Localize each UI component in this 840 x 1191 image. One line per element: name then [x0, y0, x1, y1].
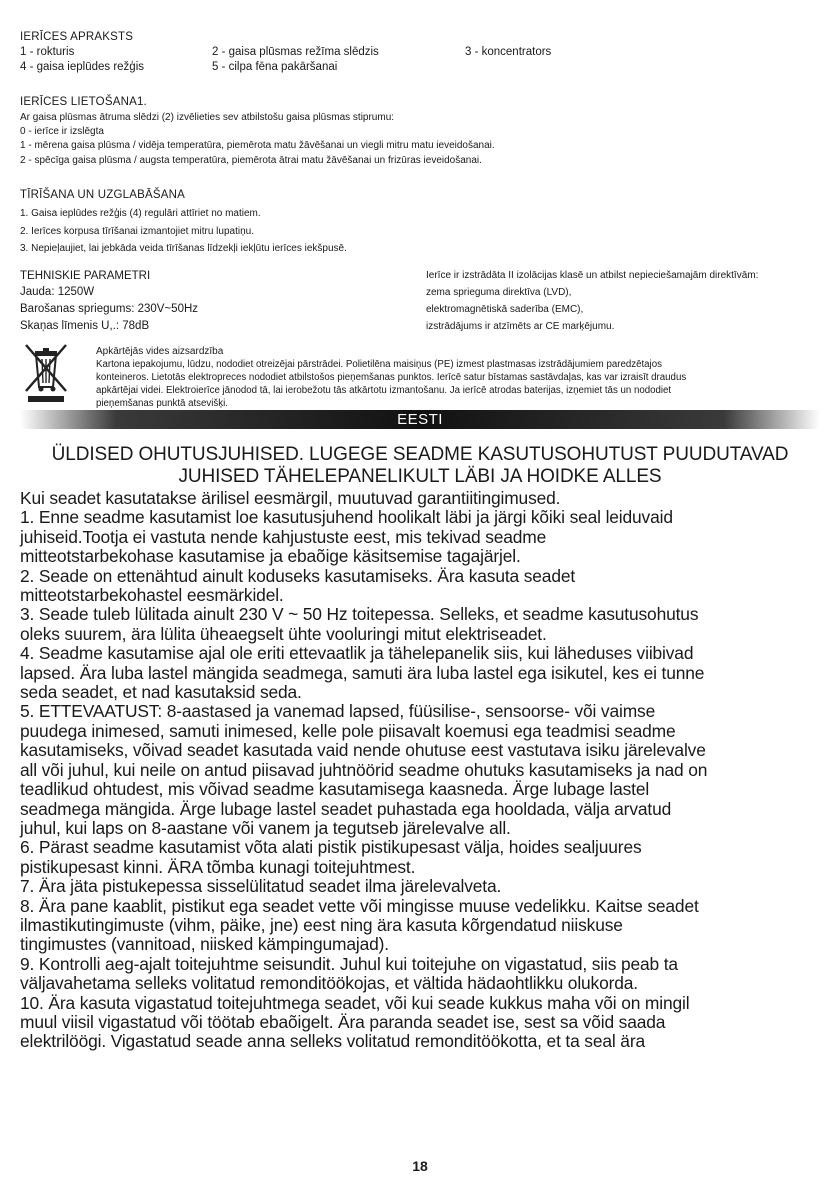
safety-line: ilmastikutingimuste (vihm, päike, jne) eest ning ära kasuta kõrgendatud niiskuse: [20, 914, 623, 935]
safety-line: tingimustes (vannitoad, niisked kämpingumajad).: [20, 934, 389, 955]
environment-line: apkārtējai videi. Elektroierīce jānodod tā, lai ierobežotu tās atkārtotu izmantošanu. Ja ierīcē atrodas baterijas, izņemiet tās un nododiet: [96, 385, 672, 396]
safety-line: 8. Ära pane kaablit, pistikut ega seadet vette või mingisse muuse vedelikku. Kaitse seadet: [20, 895, 699, 916]
usage-line: 0 - ierīce ir izslēgta: [20, 126, 104, 137]
cleaning-line: 1. Gaisa ieplūdes režģis (4) regulāri attīriet no matiem.: [20, 208, 261, 219]
safety-line: oleks suurem, ära lülita üheaegselt ühte vooluringi mitut elektriseadet.: [20, 623, 547, 644]
safety-line: 7. Ära jäta pistukepessa sisselülitatud seadet ilma järelevalveta.: [20, 876, 502, 897]
safety-line: juhul, kui laps on 8-aastane või vanem ja tegutseb järelevalve all.: [20, 817, 511, 838]
description-item: 4 - gaisa ieplūdes režģis: [20, 61, 145, 73]
language-bar: [20, 410, 820, 429]
safety-line: 5. ETTEVAATUST: 8-aastased ja vanemad lapsed, füüsilise-, sensoorse- või vaimse: [20, 701, 656, 722]
technical-line: Jauda: 1250W: [20, 286, 95, 298]
cleaning-line: 3. Nepieļaujiet, lai jebkāda veida tīrīšanas līdzekļi iekļūtu ierīces iekšpusē.: [20, 243, 347, 254]
description-item: 5 - cilpa fēna pakāršanai: [212, 61, 338, 73]
safety-line: 4. Seadme kasutamise ajal ole eriti ettevaatlik ja tähelepanelik siis, kui läheduses viibivad: [20, 643, 694, 664]
compliance-line: zema sprieguma direktīva (LVD),: [426, 287, 572, 298]
environment-line: konteineros. Lietotās elektropreces nododiet atbilstošos pieņemšanas punktos. Ierīcē satur bīstamas sastāvdaļas, kas var izraisīt draudus: [96, 372, 687, 383]
safety-instructions: [20, 489, 830, 1052]
environment-line: Kartona iepakojumu, lūdzu, nododiet otreizējai pārstrādei. Polietilēna maisiņus (PE) izmest plastmasas izstrādājumiem paredzētajos: [96, 359, 662, 370]
compliance-line: izstrādājums ir atzīmēts ar CE marķējumu.: [426, 321, 615, 332]
safety-line: mitteotstarbekohastel eesmärkidel.: [20, 585, 284, 606]
usage-line: Ar gaisa plūsmas ātruma slēdzi (2) izvēlieties sev atbilstošu gaisa plūsmas stiprumu:: [20, 112, 395, 123]
safety-line: pistikupesast kinni. ÄRA tõmba kunagi toitejuhtmest.: [20, 856, 416, 877]
safety-line: muul viisil vigastatud või töötab ebaõigelt. Ära paranda seadet ise, sest sa võid saada: [20, 1011, 666, 1032]
compliance-line: Ierīce ir izstrādāta II izolācijas klasē un atbilst nepieciešamajām direktīvām:: [426, 270, 759, 281]
page-number: 18: [412, 1158, 428, 1174]
usage-line: 1 - mērena gaisa plūsma / vidēja temperatūra, piemērota matu žāvēšanai un viegli mitru matu ieveidošanai.: [20, 140, 495, 151]
cleaning-line: 2. Ierīces korpusa tīrīšanai izmantojiet mitru lupatiņu.: [20, 226, 254, 237]
description-item: 2 - gaisa plūsmas režīma slēdzis: [212, 46, 379, 58]
usage-title: IERĪCES LIETOŠANA1.: [20, 96, 147, 108]
language-label: EESTI: [397, 411, 443, 428]
safety-line: seda seadet, et nad kasutaksid seda.: [20, 682, 302, 703]
description-item: 3 - koncentrators: [465, 46, 552, 58]
safety-line: puudega inimesed, samuti inimesed, kelle pole piisavalt koemusi ega teadmisi seadme: [20, 720, 676, 741]
compliance-line: elektromagnētiskā saderība (EMC),: [426, 304, 584, 315]
technical-line: Skaņas līmenis U,.: 78dB: [20, 320, 150, 332]
usage-line: 2 - spēcīga gaisa plūsma / augsta temperatūra, piemērota ātrai matu žāvēšanai un frizūras ieveidošanai.: [20, 155, 482, 166]
safety-line: 1. Enne seadme kasutamist loe kasutusjuhend hoolikalt läbi ja järgi kõiki seal leiduvaid: [20, 507, 673, 528]
safety-heading-line: JUHISED TÄHELEPANELIKULT LÄBI JA HOIDKE ALLES: [178, 466, 662, 487]
technical-line: Barošanas spriegums: 230V~50Hz: [20, 303, 199, 315]
safety-line: seadmega mängida. Ärge lubage lastel seadet puhastada ega hooldada, välja arvatud: [20, 798, 672, 819]
safety-line: mitteotstarbekohase kasutamise ja ebaõige käsitsemise tagajärjel.: [20, 546, 521, 567]
cleaning-title: TĪRĪŠANA UN UZGLABĀŠANA: [20, 189, 185, 201]
safety-line: 9. Kontrolli aeg-ajalt toitejuhtme seisundit. Juhul kui toitejuhe on vigastatud, siis peab ta: [20, 953, 678, 974]
environment-line: Apkārtējās vides aizsardzība: [96, 346, 224, 357]
safety-line: lapsed. Ära luba lastel mängida seadmega, samuti ära luba lastel ega isikutel, kes ei tunne: [20, 662, 705, 683]
safety-line: kasutamiseks, võivad seadet kasutada vaid nende ohutuse eest vastutava isiku järelevalve: [20, 740, 706, 761]
safety-line: 6. Pärast seadme kasutamist võta alati pistik pistikupesast välja, hoides sealjuures: [20, 837, 642, 858]
safety-line: väljavahetama selleks volitatud remonditöökojas, et vältida hädaohtlikku olukorda.: [20, 973, 638, 994]
safety-line: elektrilöögi. Vigastatud seade anna selleks volitatud remonditöökotta, et ta seal ära: [20, 1031, 645, 1052]
technical-title: TEHNISKIE PARAMETRI: [20, 270, 151, 282]
safety-line: Kui seadet kasutatakse ärilisel eesmärgil, muutuvad garantiitingimused.: [20, 488, 561, 508]
description-item: 1 - rokturis: [20, 46, 75, 58]
safety-line: 2. Seade on ettenähtud ainult koduseks kasutamiseks. Ära kasuta seadet: [20, 565, 576, 586]
safety-line: 3. Seade tuleb lülitada ainult 230 V ~ 50 Hz toitepessa. Selleks, et seadme kasutusohutus: [20, 604, 699, 625]
safety-line: 10. Ära kasuta vigastatud toitejuhtmega seadet, või kui seade kukkus maha või on mingil: [20, 992, 690, 1013]
safety-line: juhiseid.Tootja ei vastuta nende kahjustuste eest, mis tekivad seadme: [20, 526, 547, 547]
safety-line: teadlikud ohtudest, mis võivad seadme kasutamisega kaasneda. Ärge lubage lastel: [20, 779, 650, 800]
crossed-out-wheelie-bin-icon: [20, 343, 72, 403]
description-title: IERĪCES APRAKSTS: [20, 31, 134, 43]
safety-heading-line: ÜLDISED OHUTUSJUHISED. LUGEGE SEADME KASUTUSOHUTUST PUUDUTAVAD: [51, 444, 789, 465]
environment-line: pieņemšanas punktā atsevišķi.: [96, 398, 228, 409]
safety-line: all või juhul, kui neile on antud piisavad juhtnöörid seadme ohutuks kasutamiseks ja nad on: [20, 759, 708, 780]
